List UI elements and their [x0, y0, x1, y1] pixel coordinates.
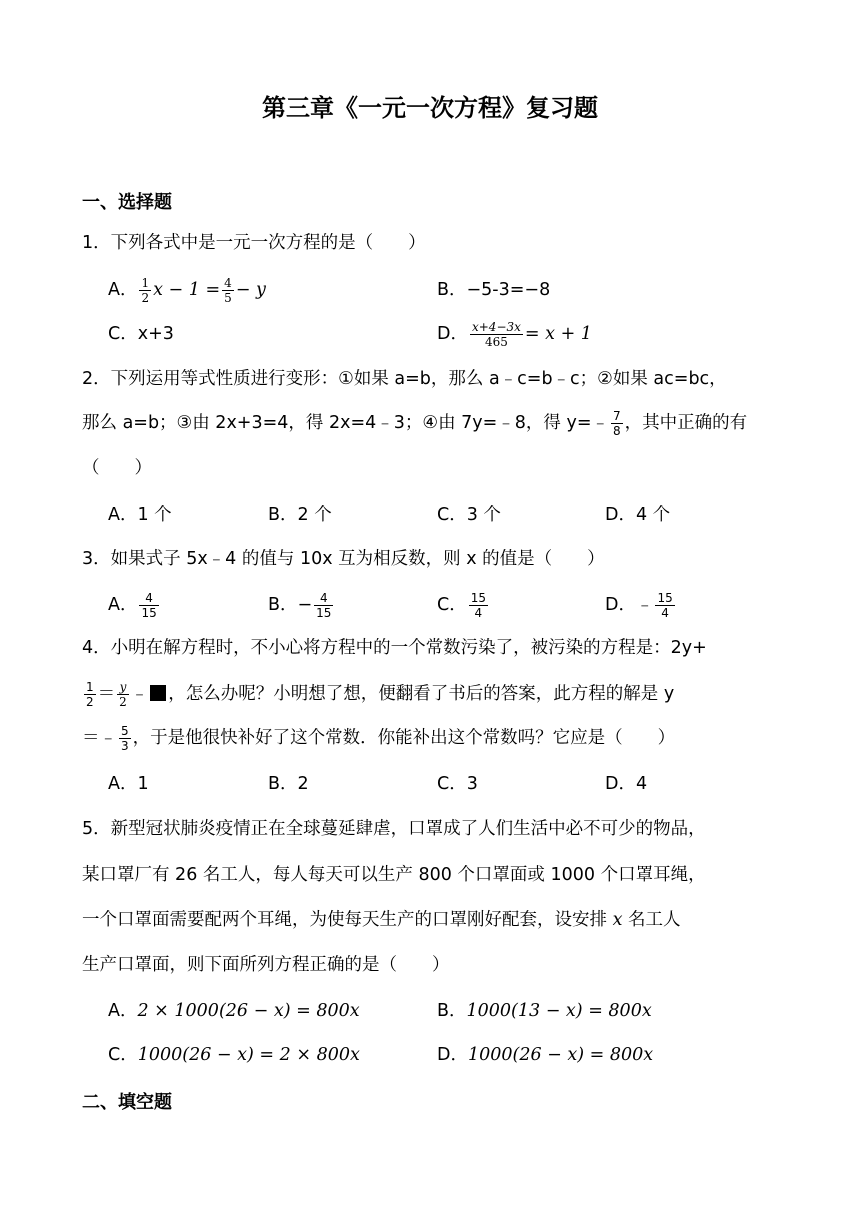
question-3-option-a: A． $\frac{4}{15}$: [108, 590, 157, 620]
question-4-option-a: A．1: [108, 774, 149, 794]
question-4-option-c: C．3: [437, 774, 478, 794]
section-heading-fill-in: 二、填空题: [82, 1092, 172, 1113]
fraction: $\frac{y}{2}$: [119, 679, 127, 709]
question-5-line-4: 生产口罩面，则下面所列方程正确的是（ ）: [82, 955, 450, 975]
question-4-option-b: B．2: [268, 774, 309, 794]
fraction: $\frac{5}{3}$: [121, 723, 129, 753]
question-5-option-c: C．1000(26 − x) = 2 × 800x: [108, 1045, 360, 1065]
fraction: $\frac{4}{15}$: [141, 590, 157, 620]
question-5-line-1: 5．新型冠状肺炎疫情正在全球蔓延肆虐，口罩成了人们生活中必不可少的物品，: [82, 819, 706, 839]
question-5-option-a: A．2 × 1000(26 − x) = 800x: [108, 1001, 360, 1021]
ink-blot-icon: [150, 685, 166, 701]
question-4-line-2: $\frac{1}{2}$ ＝ $\frac{y}{2}$ ﹣ ，怎么办呢？小明想了想，便翻看了书后的答案，此方程的解是 y: [86, 679, 675, 709]
question-5-line-3: 一个口罩面需要配两个耳绳，为使每天生产的口罩刚好配套，设安排 x 名工人: [82, 910, 681, 930]
question-2-option-d: D．4 个: [605, 505, 671, 525]
question-1-option-b: B．−5-3=−8: [437, 280, 551, 300]
question-4-line-1: 4．小明在解方程时，不小心将方程中的一个常数污染了，被污染的方程是：2y+: [82, 638, 707, 658]
question-2-option-c: C．3 个: [437, 505, 501, 525]
question-2-line-2: 那么 a=b；③由 2x+3=4，得 2x=4﹣3；④由 7y=﹣8，得 y=﹣ $\frac{7}{8}$ ，其中正确的有: [82, 408, 748, 438]
fraction: $\frac{7}{8}$: [613, 408, 621, 438]
question-1-stem: 1．下列各式中是一元一次方程的是（ ）: [82, 233, 426, 253]
section-heading-choice: 一、选择题: [82, 192, 172, 213]
question-2-option-a: A．1 个: [108, 505, 172, 525]
question-5-line-2: 某口罩厂有 26 名工人，每人每天可以生产 800 个口罩面或 1000 个口罩耳绳，: [82, 865, 706, 885]
question-2-line-3: （ ）: [82, 458, 152, 478]
fraction: $\frac{1}{2}$: [86, 679, 94, 709]
fraction: $\frac{x+4-3x}{465}$: [471, 319, 521, 349]
question-4-line-3: ＝﹣ $\frac{5}{3}$ ，于是他很快补好了这个常数．你能补出这个常数吗？它应是（ ）: [82, 723, 676, 753]
question-3-stem: 3．如果式子 5x﹣4 的值与 10x 互为相反数，则 x 的值是（ ）: [82, 549, 605, 569]
question-3-option-b: B．− $\frac{4}{15}$: [268, 590, 332, 620]
fraction: $\frac{15}{4}$: [470, 590, 487, 620]
question-2-option-b: B．2 个: [268, 505, 332, 525]
page-title: 第三章《一元一次方程》复习题: [262, 94, 598, 122]
question-3-option-d: D．﹣ $\frac{15}{4}$: [605, 590, 673, 620]
question-1-option-a: A． $\frac{1}{2}$ x − 1 = $\frac{4}{5}$ − y: [108, 275, 266, 305]
question-1-option-d: D． $\frac{x+4-3x}{465}$ = x + 1: [437, 319, 592, 349]
fraction: $\frac{1}{2}$: [141, 275, 150, 305]
question-5-option-d: D．1000(26 − x) = 800x: [437, 1045, 654, 1065]
fraction: $\frac{15}{4}$: [657, 590, 673, 620]
question-1-option-c: C．x+3: [108, 324, 174, 344]
fraction: $\frac{4}{5}$: [224, 275, 232, 305]
question-2-line-1: 2．下列运用等式性质进行变形：①如果 a=b，那么 a﹣c=b﹣c；②如果 ac=bc，: [82, 369, 727, 389]
question-5-option-b: B．1000(13 − x) = 800x: [437, 1001, 652, 1021]
fraction: $\frac{4}{15}$: [316, 590, 332, 620]
question-3-option-c: C． $\frac{15}{4}$: [437, 590, 487, 620]
question-4-option-d: D．4: [605, 774, 648, 794]
